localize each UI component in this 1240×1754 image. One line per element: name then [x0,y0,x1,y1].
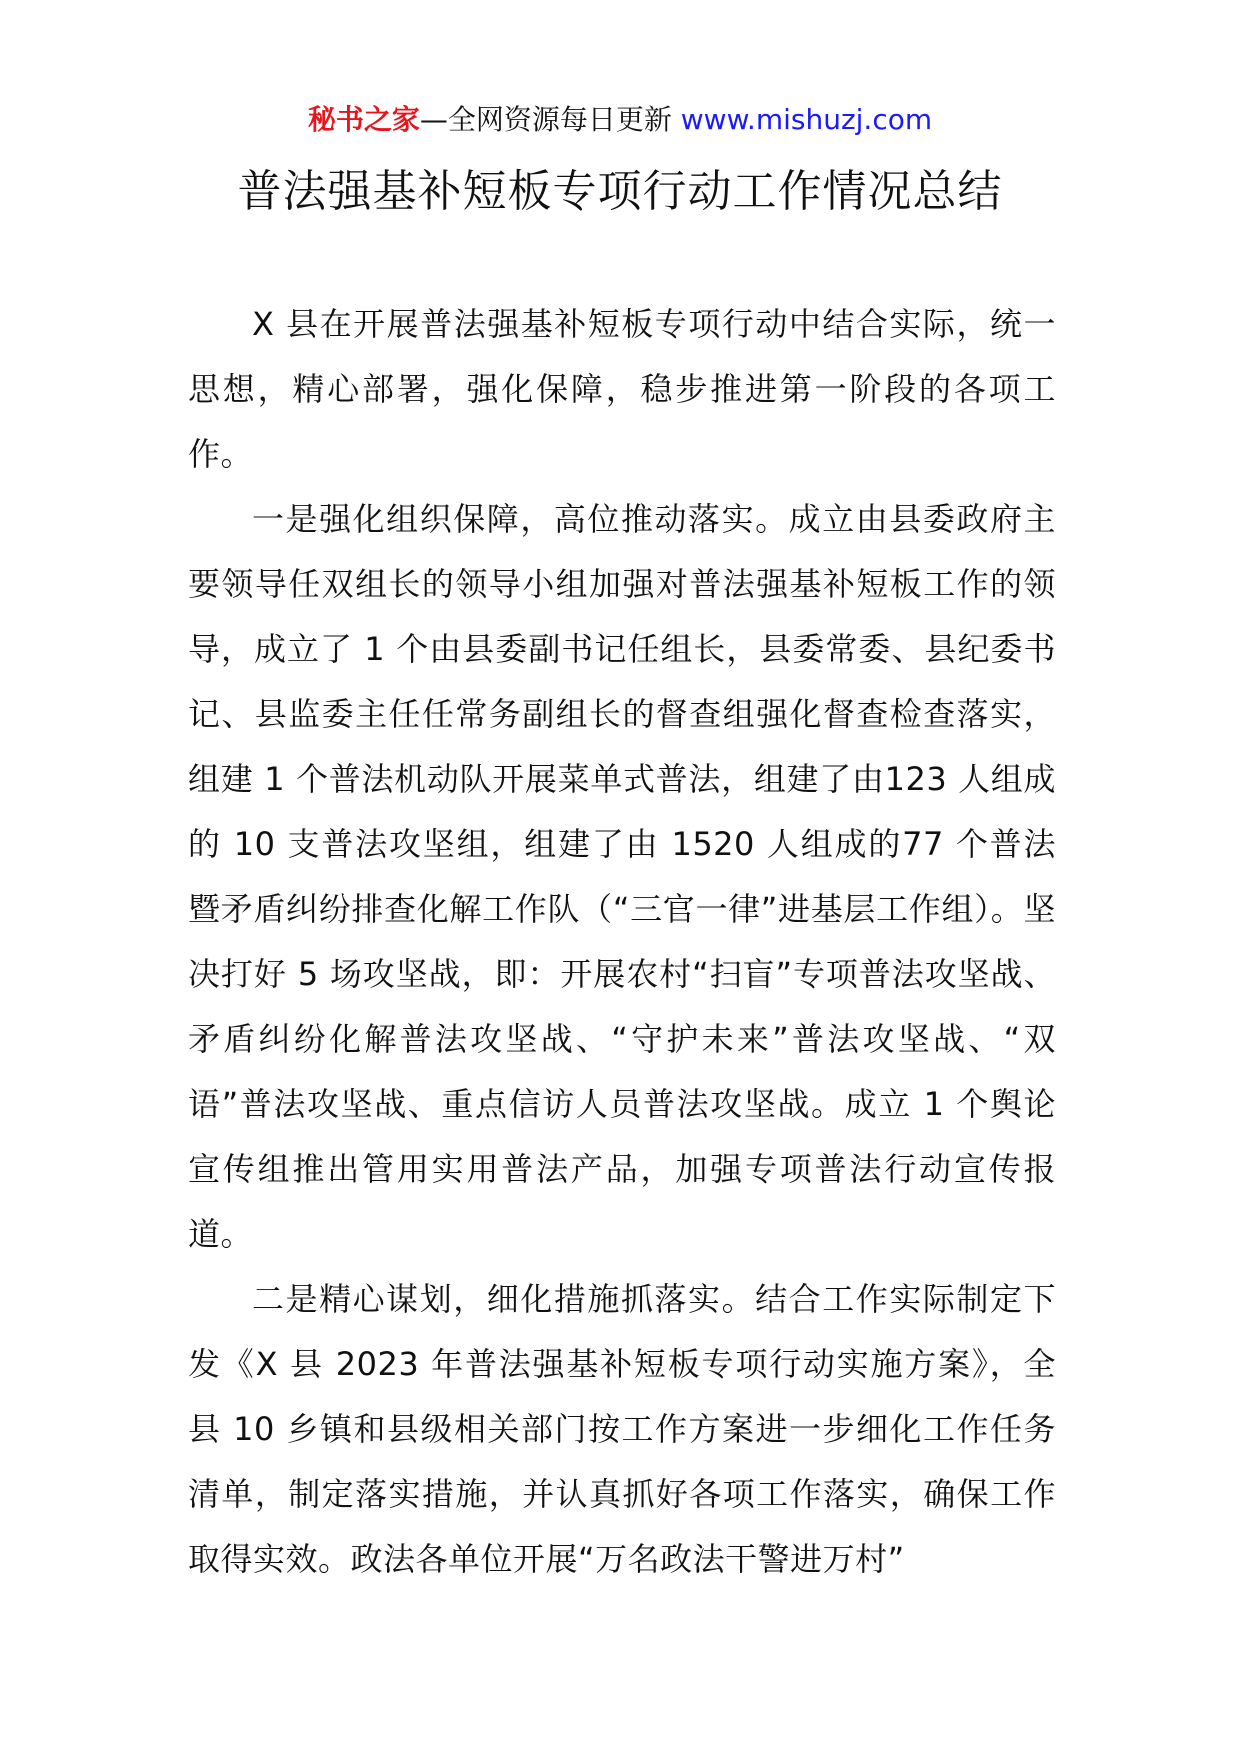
paragraph-planning: 二是精心谋划，细化措施抓落实。结合工作实际制定下发《X 县 2023 年普法强基补短板专项行动实施方案》，全县 10 乡镇和县级相关部门按工作方案进一步细化工作任务清单，制定落实措施，并认真抓好各项工作落实，确保工作取得实效。政法各单位开展“万名政法干警进万村” [188,1280,1056,1578]
paragraph-intro: X 县在开展普法强基补短板专项行动中结合实际，统一思想，精心部署，强化保障，稳步推进第一阶段的各项工作。 [188,305,1056,473]
site-header [0,100,1240,140]
paragraph-organization: 一是强化组织保障，高位推动落实。成立由县委政府主要领导任双组长的领导小组加强对普法强基补短板工作的领导，成立了 1 个由县委副书记任组长，县委常委、县纪委书记、县监委主任任常务副组长的督查组强化督查检查落实，组建 1 个普法机动队开展菜单式普法，组建了由123 人组成的 10 支普法攻坚组，组建了由 1520 人组成的77 个普法暨矛盾纠纷排查化解工作队（“三官一律”进基层工作组）。坚决打好 5 场攻坚战，即：开展农村“扫盲”专项普法攻坚战、矛盾纠纷化解普法攻坚战、“守护未来”普法攻坚战、“双语”普法攻坚战、重点信访人员普法攻坚战。成立 1 个舆论宣传组推出管用实用普法产品，加强专项普法行动宣传报道。 [188,500,1056,1253]
document-body [188,292,1056,1592]
document-title: 普法强基补短板专项行动工作情况总结 [237,166,1003,217]
brand-name: 秘书之家 [307,103,420,136]
site-url-link[interactable]: www.mishuzj.com [680,103,933,136]
header-tagline: —全网资源每日更新 [419,103,681,136]
